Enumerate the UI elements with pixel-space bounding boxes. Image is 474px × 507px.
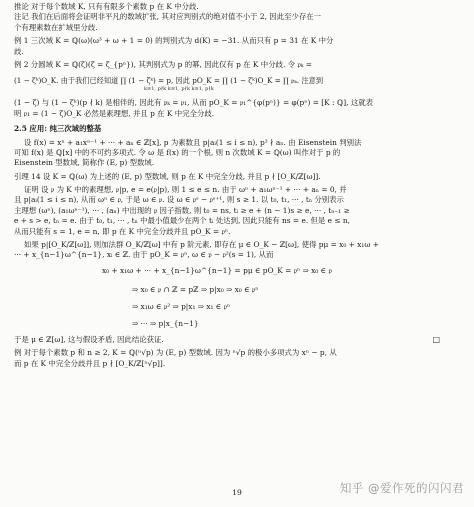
section-heading: 2.5 应用: 纯三次域的整基 (14, 124, 102, 134)
example-2-product-line: (1 − ζᵏ)O_K. 由于我们已经知道 ∏ (1 − ζᵏ) = p, 因此 pO_K = ∏ (1 − ζᵏ)O_K = ∏ 𝔭ₖ. 注意到 (14, 76, 324, 86)
conclusion-row (14, 335, 460, 345)
proof-line-4: e + s > e, tₙ = e. 由于 t₀, t₁, ··· , tₙ 中最小值最少在两个 tᵢ 处达到, 因此只能有 ns = e. 但是 e ≤ n, (14, 216, 351, 226)
example-1-line-1: 例 1 三次域 K = ℚ(ω)(ω³ + ω + 1 = 0) 的判别式为 d(K) = −31. 从而只有 p = 31 在 K 中分 (14, 36, 334, 46)
page-footer (0, 478, 474, 507)
example-2-line-3: (1 − ζ) 与 (1 − ζᵏ)(p ∤ k) 是相伴的, 因此有 𝔭ₖ = 𝔭₁, 从而 pO_K = 𝔭₁^{φ(pⁿ)} = φ(pⁿ) = [K : ℚ], 这就表 (14, 98, 374, 108)
example-2-product-block (14, 70, 460, 98)
eisenstein-line-2: 可知 f(x) 是 ℚ[x] 中的不可约多项式. 令 ω 是 f(x) 的一个根, 则 n 次数域 K = ℚ(ω) 叫作对于 p 的 (14, 147, 341, 157)
equation-2: ⇒ x₀ ∈ 𝔭 ∩ ℤ = pℤ ⇒ p|x₀ ⇒ x₀ ∈ 𝔭ⁿ (132, 284, 259, 294)
proof-line-5: 从而只能有 s = 1, e = n, 即 p 在 K 中完全分歧并且 pO_K = 𝔭ⁿ. (14, 226, 231, 236)
lemma-14-line: 引理 14 设 K = ℚ(ω) 为上述的 (E, p) 型数域, 则 p 在 K 中完全分歧, 并且 p ∤ [O_K/ℤ[ω]]. (14, 171, 321, 181)
example-3-line-1: 例 对于每个素数 p 和 n ≥ 2, K = ℚ(ⁿ√p) 为 (E, p) 型数域. 因为 ⁿ√p 的极小多项式为 xⁿ − p, 从 (14, 348, 337, 358)
proof-line-6: 如果 p|[O_K/ℤ[ω]], 则加法群 O_K/ℤ[ω] 中有 p 阶元素, 即存在 μ ∈ O_K − ℤ[ω], 使得 pμ = x₀ + x₁ω + (24, 240, 379, 250)
corollary-line: 推论 对于每个数域 K, 只有有限多个素数 p 在 K 中分歧. (14, 2, 199, 11)
remark-line-1: 注记 我们在后面将会证明非平凡的数域扩张, 其对应判别式的绝对值不小于 2, 因此至少存在一 (14, 12, 322, 22)
proof-line-2: 且 p|aᵢ(1 ≤ i ≤ n), 从而 ωⁿ ∈ 𝔭, 于是 ω ∈ 𝔭. 设 ω ∈ 𝔭ˢ − 𝔭ˢ⁺¹, 则 s ≥ 1. 以 t₀, t₁, ··· , tₙ 分别表示 (14, 195, 344, 205)
eisenstein-line-1: 设 f(x) = xⁿ + a₁xⁿ⁻¹ + ··· + aₙ ∈ ℤ[x], p 为素数且 p|aᵢ(1 ≤ i ≤ n), p² ∤ aₙ. 由 Eisenstein 判别法 (24, 137, 362, 147)
zhihu-watermark: 知乎 @爱作死的闪闪君 (339, 481, 464, 495)
example-2-line-1: 例 2 分圆域 K = ℚ(ζ)(ζ = ζ_{pⁿ}), 其判别式为 p 的幂, 因此仅有 p 在 K 中分歧. 令 𝔭ₖ = (14, 59, 312, 69)
equation-1: x₀ + x₁ω + ··· + x_{n−1}ω^{n−1} = pμ ∈ pO_K = 𝔭ⁿ ⇒ x₀ ∈ 𝔭 (102, 265, 332, 275)
equation-4: ⇒ ··· ⇒ p|x_{n−1} (132, 318, 199, 328)
equation-3: ⇒ x₁ω ∈ 𝔭² ⇒ p|x₁ ⇒ x₁ ∈ 𝔭ⁿ (132, 301, 231, 311)
example-2-product-subscripts: k≡1, p∤k k≡1, p∤k k≡1, p∤k (144, 86, 214, 93)
remark-line-2: 个有理素数在扩域里分歧. (14, 22, 98, 32)
page-number: 19 (232, 488, 242, 497)
eisenstein-line-3: Eisenstein 型数域, 简称作 (E, p) 型数域. (14, 158, 155, 168)
proof-line-3: 主理想 (ωⁿ), (a₁ωⁿ⁻¹), ··· , (aₙ) 中出现的 𝔭 因子指数, 则 t₀ = ns, tᵢ ≥ e + (n − 1)s ≥ e, ··· , tₙ₋₁ ≥ (14, 205, 350, 215)
proof-line-7: ··· + x_{n−1}ω^{n−1}, xᵢ ∈ ℤ. 由于 pO_K = 𝔭ⁿ, ω ∈ 𝔭 − 𝔭²(s = 1), 从而 (14, 250, 274, 260)
conclusion-text: 于是 μ ∈ ℤ[ω], 这与假设矛盾, 因此结论获证. (14, 334, 164, 344)
example-1-line-2: 歧. (14, 46, 24, 56)
proof-line-1: 证明 设 𝔭 为 K 中的素理想, 𝔭|p, e = e(𝔭|p), 则 1 ≤ e ≤ n. 由于 ωⁿ + a₁ωⁿ⁻¹ + ··· + aₙ = 0, 并 (24, 185, 347, 195)
example-3-line-2: 而 p 在 K 中完全分歧并且 p ∤ [O_K/ℤ[ⁿ√p]]. (14, 358, 166, 368)
example-2-line-4: 明 𝔭₁ = (1 − ζ)O_K 必然是素理想, 并且 p 在 K 中完全分歧. (14, 108, 215, 118)
qed-symbol: □ (432, 334, 440, 344)
